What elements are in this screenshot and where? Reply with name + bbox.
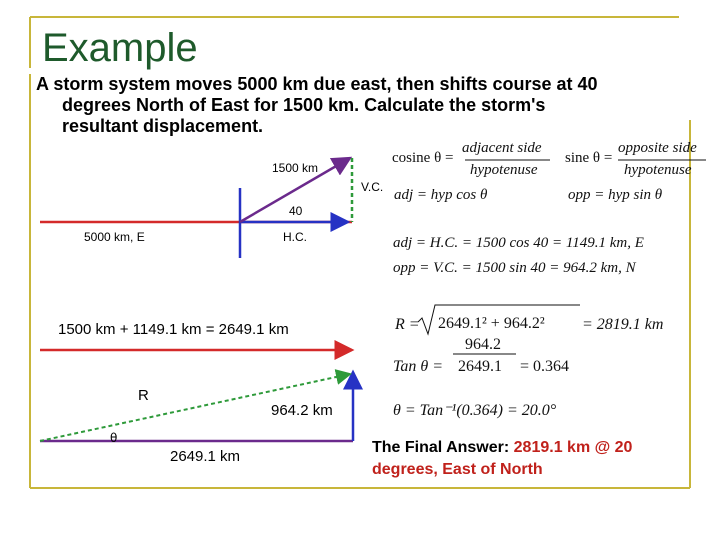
sine-denominator: hypotenuse [624, 162, 692, 178]
problem-statement [36, 74, 696, 137]
label-964-km: 964.2 km [271, 402, 333, 419]
slide-title: Example [42, 26, 198, 70]
tan-denominator: 2649.1 [458, 358, 502, 375]
label-2649-km: 2649.1 km [170, 448, 241, 465]
label-hc: H.C. [283, 230, 307, 244]
tan-numerator: 964.2 [465, 336, 501, 353]
theta-equation: θ = Tan⁻¹(0.364) = 20.0° [393, 402, 557, 419]
label-5000-km-e: 5000 km, E [84, 230, 145, 244]
sine-numerator: opposite side [618, 140, 697, 156]
tan-lhs: Tan θ = [393, 358, 444, 375]
final-answer [372, 437, 672, 481]
resultant-lhs: R = [395, 316, 420, 333]
problem-line-3: resultant displacement. [62, 116, 264, 136]
final-answer-value: 2819.1 km @ 20 degrees, East of North [372, 439, 633, 478]
label-theta: θ [110, 431, 118, 445]
adj-equation: adj = hyp cos θ [394, 187, 488, 203]
label-1500-km: 1500 km [272, 161, 319, 175]
label-angle-40: 40 [289, 204, 303, 218]
label-vc: V.C. [361, 180, 384, 194]
sine-lhs: sine θ = [565, 150, 613, 166]
cosine-denominator: hypotenuse [470, 162, 538, 178]
tan-rhs: = 0.364 [520, 358, 570, 375]
final-answer-prefix: The Final Answer: [372, 439, 514, 456]
problem-line-1: A storm system moves 5000 km due east, then shifts course at 40 [36, 74, 598, 94]
opp-equation: opp = hyp sin θ [568, 187, 663, 203]
cosine-lhs: cosine θ = [392, 150, 454, 166]
resultant-radicand: 2649.1² + 964.2² [438, 315, 545, 332]
sum-equation: 1500 km + 1149.1 km = 2649.1 km [58, 321, 289, 338]
resultant-rhs: = 2819.1 km [582, 316, 664, 333]
opp-calculation: opp = V.C. = 1500 sin 40 = 964.2 km, N [393, 260, 636, 276]
label-r: R [138, 387, 149, 404]
problem-line-2: degrees North of East for 1500 km. Calculate the storm's [62, 95, 546, 115]
cosine-numerator: adjacent side [462, 140, 542, 156]
adj-calculation: adj = H.C. = 1500 cos 40 = 1149.1 km, E [393, 235, 644, 251]
